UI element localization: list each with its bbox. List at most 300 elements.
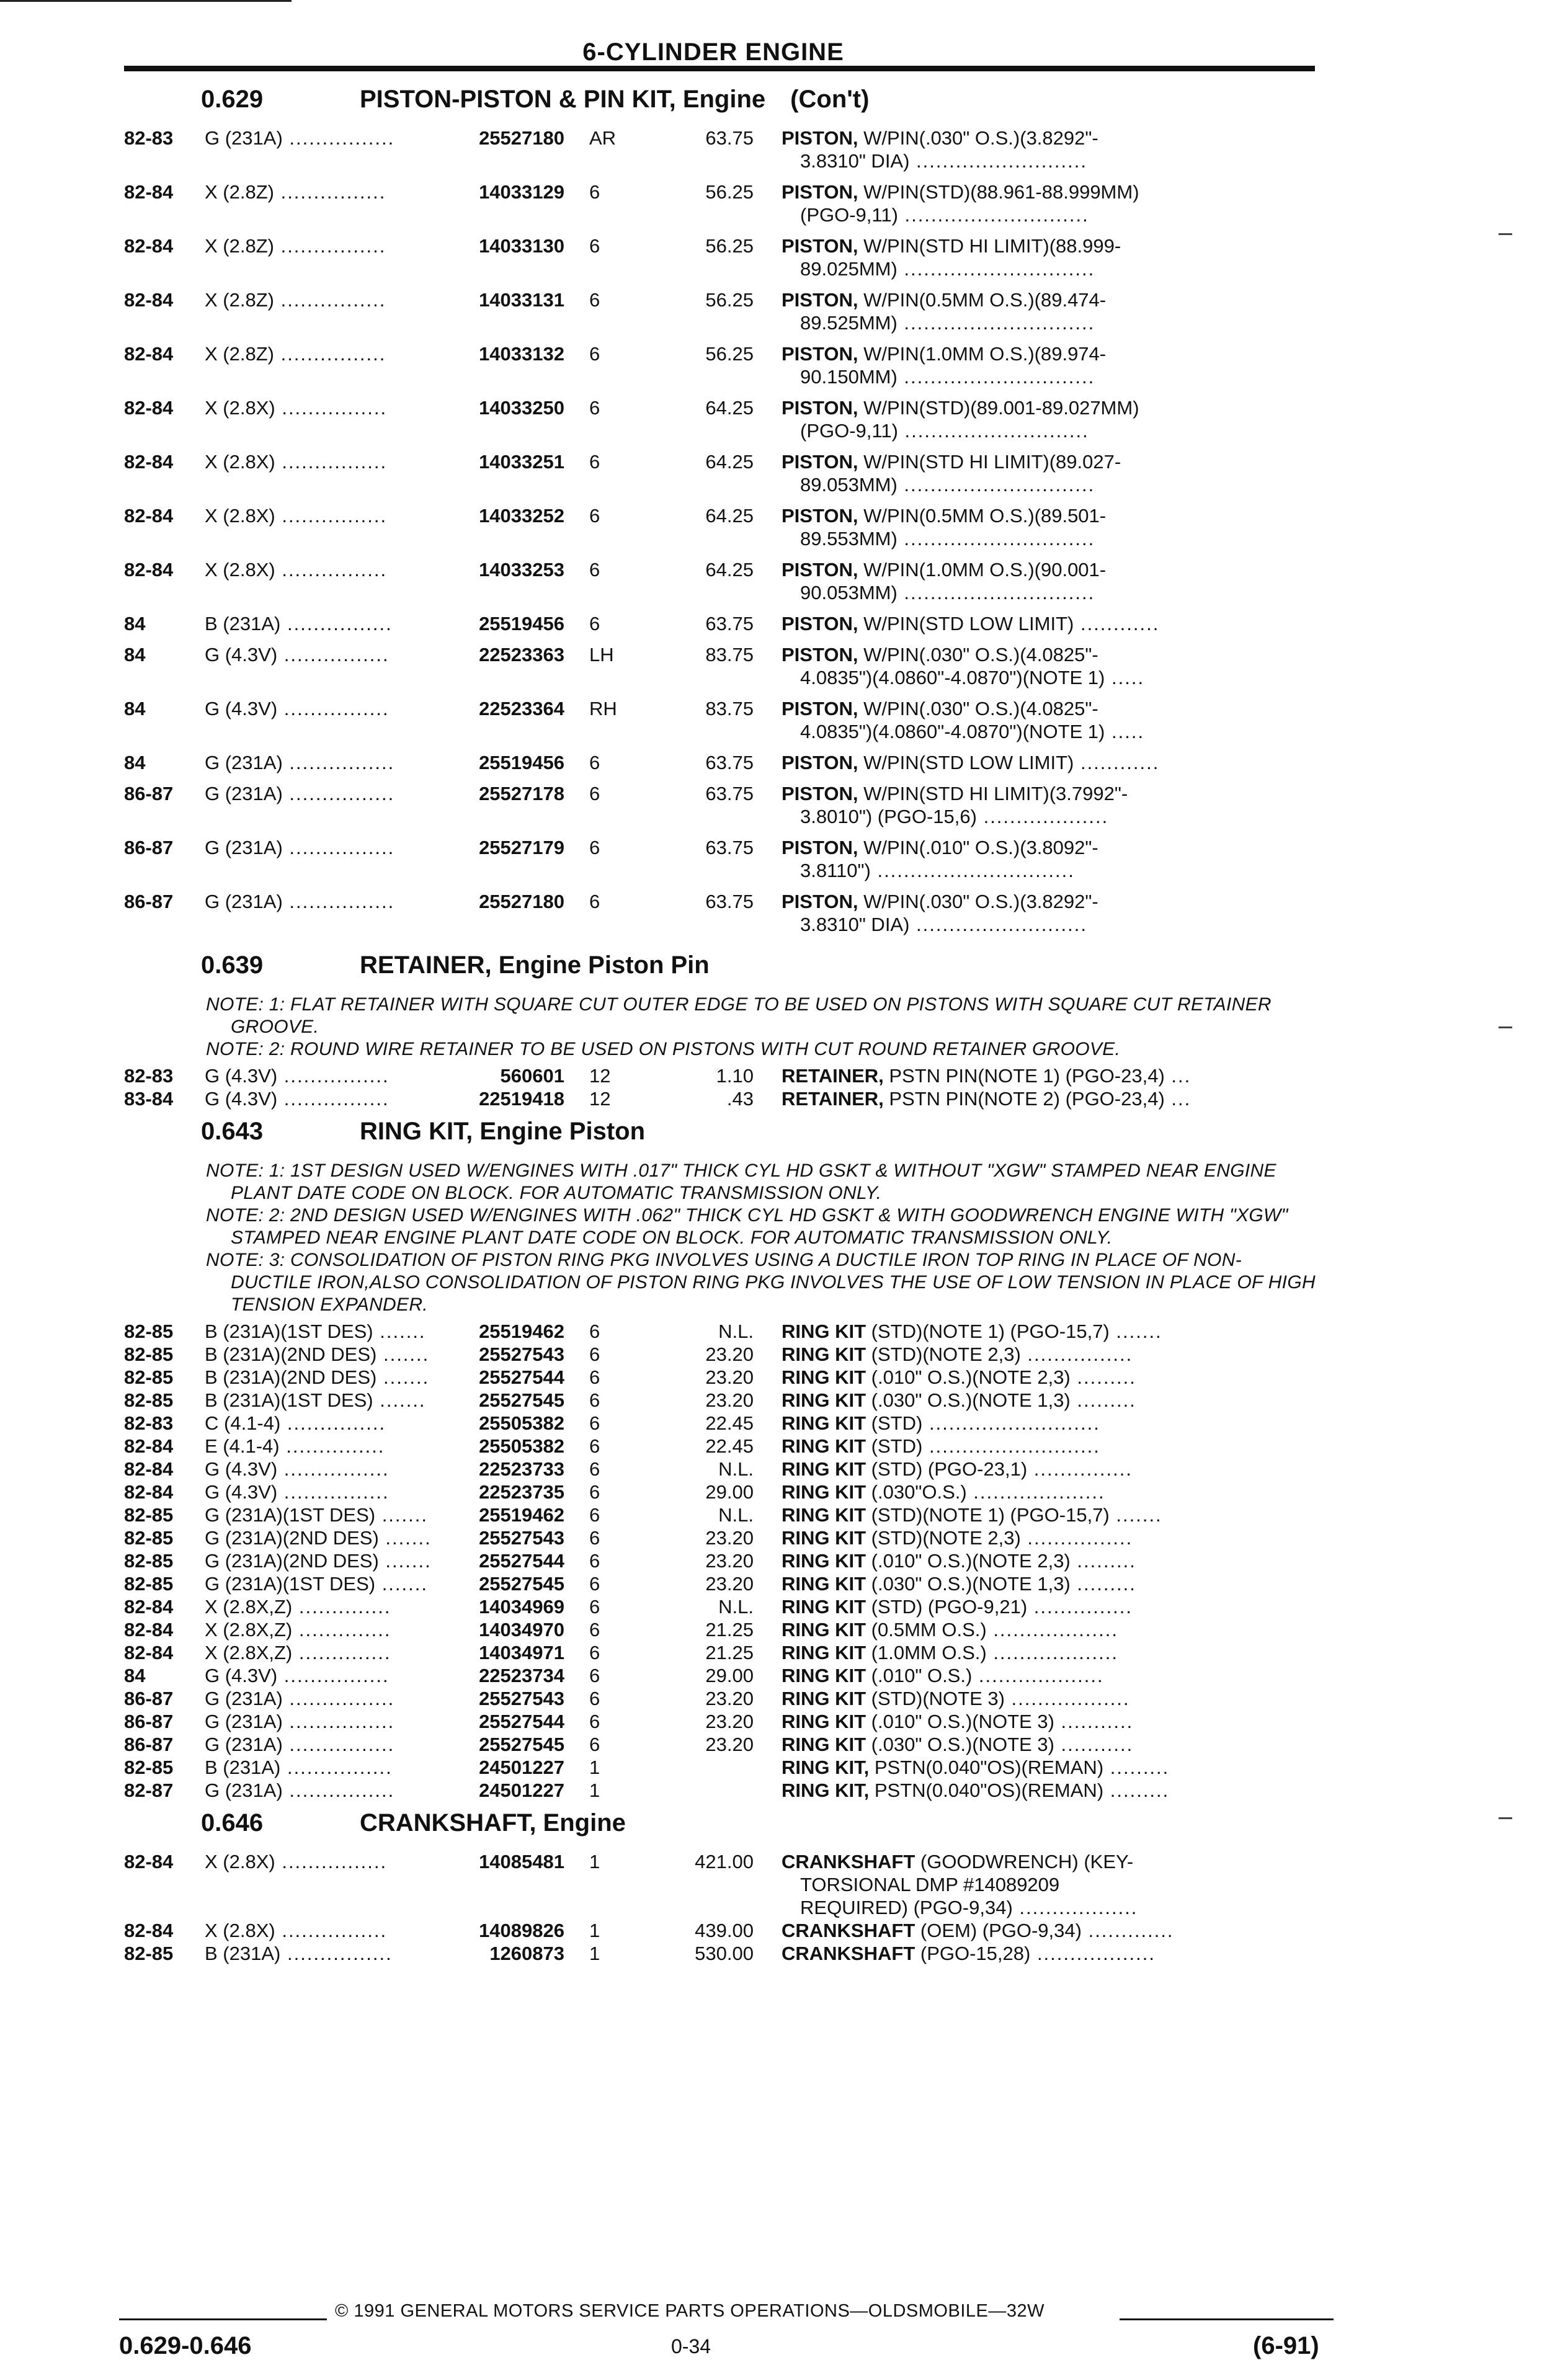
part-number: 22523734 (479, 1665, 564, 1686)
part-type: PISTON, (782, 891, 858, 912)
quantity: 6 (589, 289, 600, 311)
price: N.L. (718, 1504, 754, 1526)
part-type: PISTON, (782, 181, 858, 203)
model-years: 82-85 (124, 1389, 174, 1411)
empty-cell (577, 1873, 670, 1896)
empty-cell (577, 257, 670, 280)
part-description (782, 1343, 1321, 1366)
part-description (782, 1458, 1321, 1481)
part-spec: W/PIN(STD HI LIMIT)(89.027- (858, 451, 1121, 473)
part-row (124, 1064, 1321, 1087)
part-spec: W/PIN(0.5MM O.S.)(89.501- (858, 505, 1107, 527)
part-number: 22523363 (479, 644, 564, 666)
part-row (124, 504, 1321, 527)
part-row-continued (124, 203, 1321, 226)
part-type: RING KIT, (782, 1757, 870, 1778)
part-row-continued (124, 666, 1321, 689)
part-description (782, 1779, 1321, 1802)
part-row (124, 1435, 1321, 1458)
part-row-continued (124, 419, 1321, 442)
empty-cell (440, 859, 577, 882)
price: 21.25 (705, 1619, 754, 1641)
leader-dots: ................ (277, 1065, 390, 1087)
leader-dots: ... (1164, 1088, 1192, 1110)
quantity: 6 (589, 1366, 600, 1388)
part-description-continued (782, 149, 1321, 172)
quantity: 6 (589, 1458, 600, 1480)
part-spec: 89.525MM) (800, 312, 898, 334)
section-continued: (Con't) (790, 86, 870, 113)
price: 83.75 (705, 644, 754, 666)
model-years: 82-85 (124, 1320, 174, 1342)
empty-cell (124, 1896, 205, 1919)
leader-dots: .............. (292, 1642, 391, 1663)
part-number: 24501227 (479, 1779, 564, 1801)
empty-cell (205, 473, 440, 496)
leader-dots: ................ (277, 1665, 390, 1686)
part-description (782, 612, 1321, 635)
model-code-text: B (231A)(2ND DES) (205, 1343, 377, 1365)
section-code: 0.629 (201, 86, 264, 113)
price: 23.20 (705, 1711, 754, 1732)
model-years: 84 (124, 1665, 146, 1686)
leader-dots: ............... (280, 1412, 386, 1434)
part-description (782, 1618, 1321, 1641)
price: 63.75 (705, 837, 754, 858)
part-row (124, 1343, 1321, 1366)
part-spec: PSTN PIN(NOTE 1) (PGO-23,4) (883, 1065, 1165, 1087)
leader-dots: ........... (1054, 1711, 1134, 1732)
leader-dots: ..... (1105, 667, 1145, 688)
part-description-continued (782, 203, 1321, 226)
part-spec: (0.5MM O.S.) (866, 1619, 987, 1641)
row-gap (124, 689, 1321, 697)
part-type: RETAINER, (782, 1088, 884, 1110)
part-spec: W/PIN(.010" O.S.)(3.8092"- (858, 837, 1098, 858)
price: 23.20 (705, 1688, 754, 1709)
price: 64.25 (705, 397, 754, 419)
leader-dots: ................ (282, 1688, 395, 1709)
part-spec: (.030" O.S.)(NOTE 1,3) (866, 1389, 1071, 1411)
part-number: 25527543 (479, 1527, 564, 1549)
empty-cell (440, 581, 577, 604)
model-code-text: B (231A)(1ST DES) (205, 1320, 373, 1342)
part-type: PISTON, (782, 397, 858, 419)
part-row (124, 450, 1321, 473)
part-number: 560601 (500, 1065, 564, 1087)
leader-dots: ........... (1054, 1734, 1134, 1755)
model-years: 82-85 (124, 1366, 174, 1388)
leader-dots: ....... (378, 1550, 432, 1572)
leader-dots: ................ (277, 1481, 390, 1503)
model-years: 82-85 (124, 1550, 174, 1572)
part-row (124, 1458, 1321, 1481)
empty-cell (205, 666, 440, 689)
part-type: PISTON, (782, 451, 858, 473)
price: 23.20 (705, 1527, 754, 1549)
model-years: 82-83 (124, 127, 174, 149)
part-row-continued (124, 527, 1321, 550)
part-description (782, 1549, 1321, 1572)
model-years: 86-87 (124, 1688, 174, 1709)
part-spec: 90.053MM) (800, 582, 898, 603)
empty-cell (440, 720, 577, 743)
quantity: 6 (589, 181, 600, 203)
part-row-continued (124, 581, 1321, 604)
row-gap (124, 743, 1321, 751)
price: 23.20 (705, 1734, 754, 1755)
part-description (782, 1412, 1321, 1435)
part-row (124, 1320, 1321, 1343)
part-description-continued (782, 419, 1321, 442)
model-code (205, 342, 440, 365)
part-description (782, 1641, 1321, 1664)
model-code (205, 751, 440, 774)
note-text: NOTE: 1: FLAT RETAINER WITH SQUARE CUT OUTER EDGE TO BE USED ON PISTONS WITH SQUARE CUT RETAINER GROOVE. (206, 994, 1272, 1037)
leader-dots: ... (1164, 1065, 1192, 1087)
empty-cell (440, 666, 577, 689)
empty-cell (670, 1896, 782, 1919)
section-code: 0.646 (201, 1809, 264, 1837)
empty-cell (205, 527, 440, 550)
empty-cell (205, 805, 440, 828)
model-code (205, 1919, 440, 1942)
part-spec: (STD) (PGO-9,21) (866, 1596, 1028, 1618)
model-code-text: B (231A) (205, 1943, 281, 1964)
section (124, 86, 1321, 944)
leader-dots: ................ (274, 289, 386, 311)
model-code-text: X (2.8Z) (205, 181, 274, 203)
row-gap (124, 635, 1321, 643)
model-code-text: X (2.8X) (205, 397, 275, 419)
quantity: 6 (589, 1504, 600, 1526)
leader-dots: ............... (279, 1435, 385, 1457)
footer-rule-left (119, 2318, 327, 2320)
part-description (782, 1919, 1321, 1942)
quantity: RH (589, 698, 617, 719)
model-code-text: X (2.8X,Z) (205, 1642, 293, 1663)
part-row (124, 1618, 1321, 1641)
part-number: 25527544 (479, 1550, 564, 1572)
leader-dots: ......... (1070, 1550, 1136, 1572)
leader-dots: ................... (986, 1619, 1118, 1641)
empty-cell (670, 473, 782, 496)
model-code (205, 1942, 440, 1965)
model-code (205, 643, 440, 666)
part-type: PISTON, (782, 505, 858, 527)
part-description (782, 1481, 1321, 1503)
model-code-text: G (4.3V) (205, 698, 278, 719)
empty-cell (440, 473, 577, 496)
part-row (124, 751, 1321, 774)
part-number: 25527545 (479, 1389, 564, 1411)
model-code (205, 1664, 440, 1687)
model-years: 82-83 (124, 1412, 174, 1434)
part-number: 25527543 (479, 1688, 564, 1709)
part-spec: (STD) (866, 1435, 923, 1457)
empty-cell (205, 1896, 440, 1919)
empty-cell (205, 257, 440, 280)
empty-cell (205, 365, 440, 388)
empty-cell (670, 720, 782, 743)
part-row (124, 1641, 1321, 1664)
model-years: 82-84 (124, 289, 174, 311)
row-gap (124, 226, 1321, 234)
model-years: 82-84 (124, 505, 174, 527)
part-description-continued (782, 913, 1321, 936)
model-code (205, 1481, 440, 1503)
part-description (782, 1526, 1321, 1549)
part-description-continued (782, 527, 1321, 550)
leader-dots: ................ (280, 613, 393, 635)
model-code-text: G (231A) (205, 891, 283, 912)
part-type: CRANKSHAFT (782, 1943, 915, 1964)
part-number: 25519462 (479, 1504, 564, 1526)
leader-dots: ................ (282, 752, 395, 773)
part-spec: (.010" O.S.) (866, 1665, 973, 1686)
empty-cell (577, 419, 670, 442)
quantity: 6 (589, 1573, 600, 1595)
leader-dots: ................ (282, 783, 395, 804)
row-gap (124, 936, 1321, 944)
page-title: 6-CYLINDER ENGINE (582, 38, 844, 66)
empty-cell (440, 257, 577, 280)
note-text: NOTE: 1: 1ST DESIGN USED W/ENGINES WITH .017" THICK CYL HD GSKT & WITHOUT "XGW" STAMPED NEAR ENGINE PLANT DATE CODE ON BLOCK. FOR AUTOMATIC TRANSMISSION ONLY. (206, 1160, 1276, 1203)
model-code-text: G (231A) (205, 1779, 283, 1801)
part-number: 14033129 (479, 181, 564, 203)
part-spec: (.010" O.S.)(NOTE 2,3) (866, 1366, 1071, 1388)
part-type: PISTON, (782, 235, 858, 257)
part-row-continued (124, 311, 1321, 334)
quantity: 6 (589, 1389, 600, 1411)
margin-mark (1499, 233, 1512, 235)
model-code (205, 234, 440, 257)
part-type: RING KIT (782, 1320, 866, 1342)
price: 63.75 (705, 127, 754, 149)
part-row (124, 1779, 1321, 1802)
leader-dots: ....... (1109, 1504, 1162, 1526)
model-years: 82-84 (124, 1596, 174, 1618)
parts-listing (124, 86, 1321, 1965)
part-spec: (STD) (PGO-23,1) (866, 1458, 1028, 1480)
part-description (782, 450, 1321, 473)
model-code (205, 1458, 440, 1481)
price: 83.75 (705, 698, 754, 719)
empty-cell (670, 666, 782, 689)
empty-cell (577, 203, 670, 226)
model-years: 84 (124, 644, 146, 666)
leader-dots: ................ (274, 235, 386, 257)
leader-dots: ....... (373, 1389, 426, 1411)
empty-cell (124, 203, 205, 226)
empty-cell (124, 581, 205, 604)
quantity: 6 (589, 891, 600, 912)
leader-dots: ............... (1027, 1596, 1133, 1618)
part-description-continued (782, 1873, 1321, 1896)
model-years: 86-87 (124, 837, 174, 858)
quantity: 6 (589, 1665, 600, 1686)
part-spec: (.030" O.S.)(NOTE 1,3) (866, 1573, 1071, 1595)
empty-cell (577, 859, 670, 882)
leader-dots: .................. (1030, 1943, 1156, 1964)
price: 1.10 (716, 1065, 754, 1087)
empty-cell (577, 473, 670, 496)
leader-dots: .......................... (909, 150, 1087, 172)
part-number: 14085481 (479, 1851, 564, 1872)
part-description (782, 1320, 1321, 1343)
part-description (782, 127, 1321, 149)
quantity: AR (589, 127, 617, 149)
part-type: RING KIT (782, 1688, 866, 1709)
leader-dots: ............................. (897, 582, 1095, 603)
model-code-text: X (2.8Z) (205, 235, 274, 257)
empty-cell (205, 581, 440, 604)
part-description (782, 1850, 1321, 1873)
part-spec: 4.0835")(4.0860"-4.0870")(NOTE 1) (800, 721, 1105, 742)
part-spec: (PGO-15,28) (915, 1943, 1031, 1964)
model-code-text: G (231A) (205, 783, 283, 804)
part-row (124, 890, 1321, 913)
model-code (205, 1389, 440, 1412)
model-code-text: B (231A) (205, 1757, 281, 1778)
part-row (124, 643, 1321, 666)
quantity: 6 (589, 837, 600, 858)
price (670, 1756, 782, 1779)
empty-cell (670, 311, 782, 334)
model-code-text: X (2.8X,Z) (205, 1596, 293, 1618)
price: 22.45 (705, 1412, 754, 1434)
model-years: 83-84 (124, 1088, 174, 1110)
model-code (205, 288, 440, 311)
model-code (205, 1572, 440, 1595)
quantity: 1 (589, 1920, 600, 1941)
quantity: 6 (589, 752, 600, 773)
note-text: NOTE: 2: ROUND WIRE RETAINER TO BE USED ON PISTONS WITH CUT ROUND RETAINER GROOVE. (206, 1039, 1121, 1059)
leader-dots: ................... (972, 1665, 1104, 1686)
model-years: 86-87 (124, 891, 174, 912)
model-code (205, 450, 440, 473)
section-code: 0.639 (201, 951, 264, 979)
part-row-continued (124, 805, 1321, 828)
empty-cell (670, 149, 782, 172)
part-type: RING KIT (782, 1343, 866, 1365)
empty-cell (124, 365, 205, 388)
leader-dots: .............. (292, 1596, 391, 1618)
section-title: RING KIT, Engine Piston (360, 1118, 646, 1145)
part-number: 24501227 (479, 1757, 564, 1778)
model-code (205, 1710, 440, 1733)
model-code-text: G (231A)(1ST DES) (205, 1573, 376, 1595)
part-number: 14033131 (479, 289, 564, 311)
part-spec: 89.553MM) (800, 528, 898, 550)
quantity: 6 (589, 1343, 600, 1365)
leader-dots: ............ (1074, 613, 1160, 635)
empty-cell (440, 1873, 577, 1896)
empty-cell (577, 527, 670, 550)
part-description (782, 751, 1321, 774)
price: 63.75 (705, 783, 754, 804)
margin-mark (1499, 1817, 1512, 1819)
part-description (782, 1366, 1321, 1389)
empty-cell (577, 149, 670, 172)
leader-dots: ......... (1070, 1389, 1136, 1411)
model-code (205, 890, 440, 913)
part-spec: 3.8010") (PGO-15,6) (800, 806, 977, 827)
model-code-text: G (231A)(2ND DES) (205, 1550, 379, 1572)
part-description (782, 1595, 1321, 1618)
price: 63.75 (705, 891, 754, 912)
empty-cell (670, 365, 782, 388)
empty-cell (440, 913, 577, 936)
part-row (124, 1503, 1321, 1526)
part-row (124, 612, 1321, 635)
price: 439.00 (695, 1920, 754, 1941)
part-description-continued (782, 473, 1321, 496)
leader-dots: ............................ (898, 204, 1089, 226)
part-spec: (STD)(NOTE 3) (866, 1688, 1005, 1709)
part-spec: (.010" O.S.)(NOTE 2,3) (866, 1550, 1071, 1572)
part-spec: W/PIN(.030" O.S.)(3.8292"- (858, 127, 1098, 149)
part-description (782, 1064, 1321, 1087)
part-spec: (STD)(NOTE 2,3) (866, 1343, 1021, 1365)
empty-cell (577, 311, 670, 334)
empty-cell (440, 365, 577, 388)
leader-dots: ................ (282, 1734, 395, 1755)
model-code (205, 1595, 440, 1618)
empty-cell (124, 805, 205, 828)
part-row (124, 836, 1321, 859)
part-type: RING KIT (782, 1458, 866, 1480)
row-gap (124, 882, 1321, 890)
model-code-text: G (4.3V) (205, 1065, 278, 1087)
leader-dots: ................ (1020, 1343, 1133, 1365)
leader-dots: ......... (1070, 1366, 1136, 1388)
quantity: 12 (589, 1088, 611, 1110)
empty-cell (440, 311, 577, 334)
leader-dots: ................ (275, 505, 388, 527)
model-code (205, 1087, 440, 1110)
model-years: 86-87 (124, 1734, 174, 1755)
price: 29.00 (705, 1665, 754, 1686)
part-spec: REQUIRED) (PGO-9,34) (800, 1897, 1013, 1918)
part-spec: W/PIN(STD LOW LIMIT) (858, 613, 1074, 635)
part-row (124, 127, 1321, 149)
part-spec: 3.8310" DIA) (800, 914, 910, 935)
leader-dots: ................... (986, 1642, 1118, 1663)
part-row (124, 342, 1321, 365)
part-type: RING KIT (782, 1665, 866, 1686)
part-number: 25527180 (479, 127, 564, 149)
section-heading (124, 86, 1321, 127)
footer-rule-right (1120, 2318, 1334, 2320)
model-code-text: X (2.8Z) (205, 343, 274, 365)
section (124, 1118, 1321, 1802)
leader-dots: ............................. (897, 474, 1095, 496)
leader-dots: ................ (280, 1757, 393, 1778)
model-code-text: G (231A) (205, 752, 283, 773)
price: N.L. (718, 1458, 754, 1480)
model-code (205, 127, 440, 149)
row-gap (124, 442, 1321, 450)
leader-dots: ..... (1105, 721, 1145, 742)
leader-dots: ................ (282, 891, 395, 912)
quantity: LH (589, 644, 614, 666)
part-description (782, 504, 1321, 527)
part-description (782, 1503, 1321, 1526)
part-spec: W/PIN(STD)(88.961-88.999MM) (858, 181, 1139, 203)
part-spec: 3.8110") (800, 860, 871, 881)
empty-cell (440, 805, 577, 828)
